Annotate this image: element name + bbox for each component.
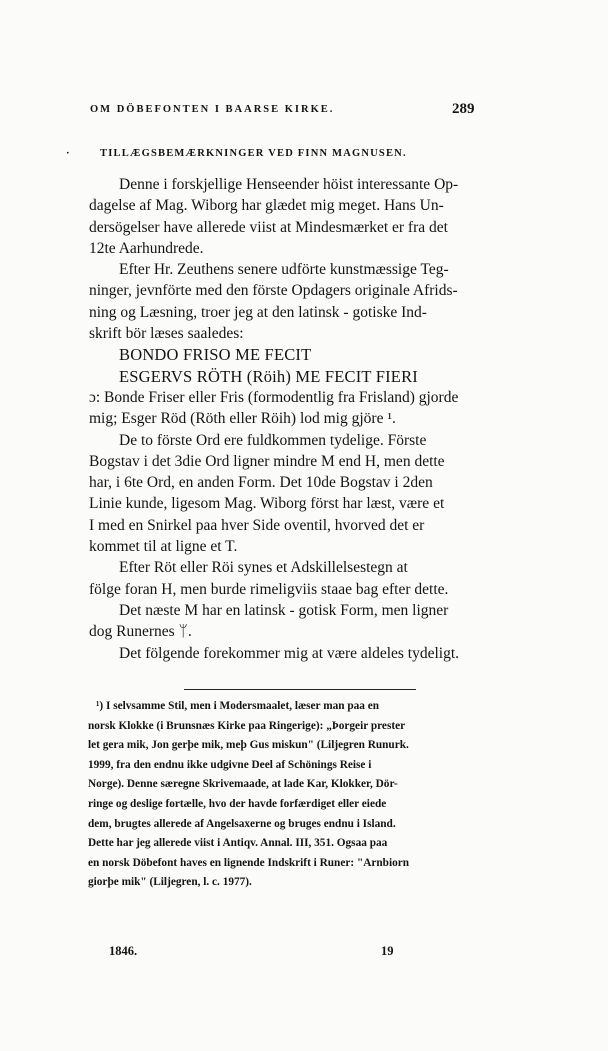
footnote-line: Dette har jeg allerede viist i Antiqv. Annal. III, 351. Ogsaa paa xyxy=(88,837,388,850)
subheading-text: TILLÆGSBEMÆRKNINGER VED FINN MAGNUSEN. xyxy=(100,148,407,159)
text-line: skrift bör læses saaledes: xyxy=(89,325,244,343)
footnote-line: en norsk Döbefont haves en lignende Indskrift i Runer: "Arnbiorn xyxy=(88,856,410,869)
running-title: OM DÖBEFONTEN I BAARSE KIRKE. xyxy=(90,104,335,115)
footnote-line: ringe og deslige fortælle, hvo der havde forfærdiget eller eiede xyxy=(88,797,387,810)
running-header xyxy=(90,101,490,117)
text-line: ɔ: Bonde Friser eller Fris (formodentlig fra Frisland) gjorde xyxy=(89,388,459,406)
text-line: I med en Snirkel paa hver Side oventil, hvorved det er xyxy=(89,516,425,534)
signature-sheet-number: 19 xyxy=(381,944,394,958)
footnote-line: dem, brugtes allerede af Angelsaxerne og bruges endnu i Island. xyxy=(88,817,396,830)
footnote xyxy=(88,697,518,893)
footnote-line: Norge). Denne særegne Skrivemaade, at lade Kar, Klokker, Dör- xyxy=(88,778,398,791)
section-subheading: · TILLÆGSBEMÆRKNINGER VED FINN MAGNUSEN. xyxy=(66,148,407,159)
printer-signature xyxy=(109,944,409,959)
text-line: Linie kunde, ligesom Mag. Wiborg först har læst, være et xyxy=(89,495,445,513)
text-line: kommet til at ligne et T. xyxy=(89,538,238,556)
text-line: Det fölgende forekommer mig at være aldeles tydeligt. xyxy=(119,644,460,662)
text-line: De to förste Ord ere fuldkommen tydelige. Förste xyxy=(119,431,427,449)
text-line: dagelse af Mag. Wiborg har glædet mig meget. Hans Un- xyxy=(89,197,444,215)
inscription-line: BONDO FRISO ME FECIT xyxy=(119,345,312,365)
text-line: 12te Aarhundrede. xyxy=(89,239,204,257)
text-line: Det næste M har en latinsk - gotisk Form, men ligner xyxy=(119,601,449,619)
inscription-line: ESGERVS RÖTH (Röih) ME FECIT FIERI xyxy=(119,366,418,386)
main-text xyxy=(89,174,517,664)
text-line: Denne i forskjellige Henseender höist interessante Op- xyxy=(119,176,459,193)
text-line: mig; Esger Röd (Röth eller Röih) lod mig gjöre ¹. xyxy=(89,410,396,428)
text-line: Efter Röt eller Röi synes et Adskillelsestegn at xyxy=(119,559,408,577)
text-line: fölge foran H, men burde rimeligviis staae bag efter dette. xyxy=(89,580,449,598)
signature-year: 1846. xyxy=(109,944,138,958)
footnote-line: ¹) I selvsamme Stil, men i Modersmaalet, læser man paa en xyxy=(96,700,380,712)
text-line: ning og Læsning, troer jeg at den latinsk - gotiske Ind- xyxy=(89,303,427,321)
footnote-line: giorþe mik" (Liljegren, l. c. 1977). xyxy=(88,876,252,889)
text-line: Bogstav i det 3die Ord ligner mindre M end H, men dette xyxy=(89,452,445,470)
footnote-line: norsk Klokke (i Brunsnæs Kirke paa Ringerige): „Þorgeir prester xyxy=(88,719,406,732)
footnote-separator xyxy=(184,689,416,690)
page-number: 289 xyxy=(452,101,475,117)
text-line: har, i 6te Ord, en anden Form. Det 10de Bogstav i 2den xyxy=(89,474,433,492)
text-line: dog Runernes ᛘ. xyxy=(89,623,192,641)
text-line: ninger, jevnförte med den förste Opdagers originale Afrids- xyxy=(89,282,458,300)
text-line: Efter Hr. Zeuthens senere udförte kunstmæssige Teg- xyxy=(119,261,449,279)
footnote-line: 1999, fra den endnu ikke udgivne Deel af Schönings Reise i xyxy=(88,758,372,771)
footnote-line: let gera mik, Jon gerþe mik, meþ Gus miskun" (Liljegren Runurk. xyxy=(88,739,409,752)
text-line: dersögelser have allerede viist at Mindesmærket er fra det xyxy=(89,218,448,236)
